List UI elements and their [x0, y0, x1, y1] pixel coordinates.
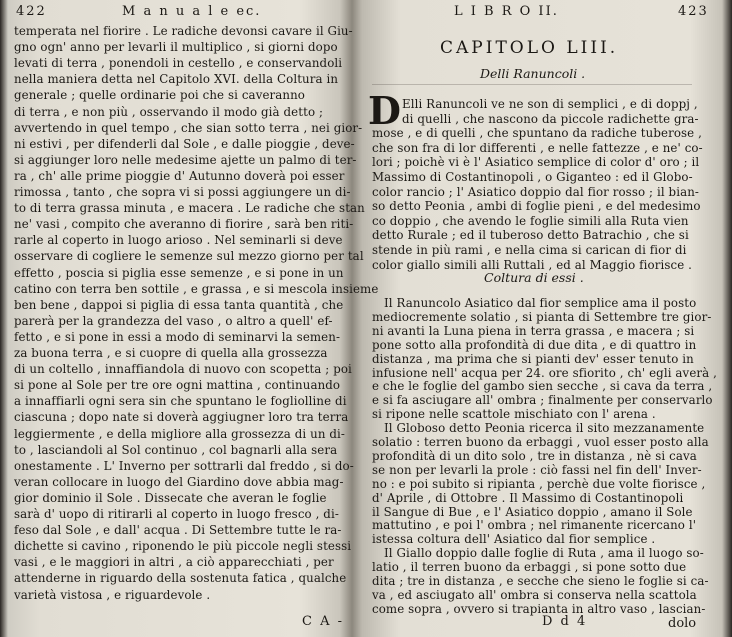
- left-page: [10, 0, 379, 637]
- right-page-number: 423: [678, 4, 709, 19]
- text-line: stende in più rami , e nella cima si carican di fior di: [372, 243, 687, 257]
- text-line: vasi , e le maggiori in altri , a ciò apparecchiati , per: [14, 555, 334, 570]
- left-page-number: 422: [16, 4, 47, 19]
- section-title: Delli Ranuncoli .: [480, 66, 586, 81]
- text-line: si ripone nelle scattole mischiato con l' arena .: [372, 407, 656, 422]
- text-line: detto Rurale ; ed il tuberoso detto Batrachio , che si: [372, 228, 689, 243]
- text-line: ne' vasi , compito che averanno di fiorire , sarà ben riti-: [14, 217, 354, 232]
- text-line: Elli Ranuncoli ve ne son di semplici , e di doppj ,: [402, 97, 698, 111]
- text-line: ciascuna ; dopo nate si doverà aggiugner loro tra terra: [14, 410, 349, 425]
- text-line: nella maniera detta nel Capitolo XVI. della Coltura in: [14, 72, 339, 87]
- text-line: come sopra , ovvero si trapianta in altro vaso , lascian-: [372, 601, 706, 616]
- text-line: varietà vistosa , e riguardevole .: [14, 587, 211, 602]
- text-line: si pone al Sole per tre ore ogni mattina , continuando: [14, 378, 341, 393]
- text-line: Il Globoso detto Peonia ricerca il sito mezzanamente: [384, 421, 705, 436]
- text-line: e si fa asciugare all' ombra ; finalmente per conservarlo: [372, 393, 713, 408]
- right-running-head: L I B R O II.: [454, 4, 559, 19]
- text-line: color giallo simili alli Ruttali , ed al Maggio fiorisce .: [372, 257, 692, 272]
- text-line: veran collocare in luogo del Giardino dove abbia mag-: [14, 474, 344, 489]
- text-line: mose , e di quelli , che spuntano da radiche tuberose ,: [372, 126, 702, 141]
- text-line: distanza , ma prima che si pianti dev' esser tenuto in: [372, 351, 694, 366]
- text-line: generale ; quelle ordinarie poi che si caveranno: [14, 88, 306, 103]
- left-running-head: M a n u a l e ec.: [122, 4, 262, 19]
- text-line: sarà d' uopo di ritirarli al coperto in luogo fresco , di-: [14, 507, 339, 521]
- text-line: di quelli , che nascono da piccole radichette gra-: [402, 111, 699, 126]
- text-line: gior dominio il Sole . Dissecate che averan le foglie: [14, 490, 327, 505]
- text-line: rimossa , tanto , che sopra vi si possi aggiungere un di-: [14, 185, 351, 199]
- text-line: di un coltello , innaffiandola di nuovo con scopetta ; poi: [14, 362, 352, 377]
- text-line: to , lasciandoli al Sol continuo , col bagnarli alla sera: [14, 442, 338, 457]
- text-line: za buona terra , e si cuopre di quella alla grossezza: [14, 346, 328, 360]
- divider: [372, 84, 692, 85]
- text-line: lori ; poichè vi è l' Asiatico semplice di color d' oro ; il: [372, 155, 700, 170]
- text-line: rarle al coperto in luogo arioso . Nel seminarli si deve: [14, 233, 343, 248]
- text-line: Massimo di Costantinopoli , o Giganteo : ed il Globo-: [372, 170, 693, 184]
- text-line: istessa coltura dell' Asiatico dal fior semplice .: [372, 532, 656, 547]
- text-line: so detto Peonia , ambi di foglie pieni , e del medesimo: [372, 199, 701, 214]
- text-line: ni avanti la Luna piena in terra grassa , e macera ; si: [372, 323, 695, 338]
- text-line: solatio : terren buono da erbaggi , vuol esser posto alla: [372, 435, 709, 449]
- text-line: attenderne in riguardo della sostenuta fatica , qualche: [14, 571, 347, 586]
- text-line: latio , il terren buono da erbaggi , si pone sotto due: [372, 560, 687, 575]
- text-line: d' Aprile , di Ottobre . Il Massimo di Costantinopoli: [372, 490, 684, 505]
- text-line: temperata nel fiorire . Le radiche devonsi cavare il Giu-: [14, 24, 353, 38]
- text-line: che son fra di lor differenti , e nelle fattezze , e ne' co-: [372, 140, 703, 155]
- text-line: se non per levarli la prole : ciò fassi nel fin dell' Inver-: [372, 462, 702, 477]
- text-line: gno ogn' anno per levarli il multiplico , si giorni dopo: [14, 40, 338, 55]
- text-line: ni estivi , per difenderli dal Sole , e dalle pioggie , deve-: [14, 136, 355, 151]
- text-line: si aggiunger loro nelle medesime ajette un palmo di ter-: [14, 152, 357, 167]
- left-catchword: C A -: [302, 614, 344, 629]
- text-line: no : e poi subito si ripianta , perchè due volte fiorisce ,: [372, 476, 706, 491]
- text-line: osservare di cogliere le semenze sul mezzo giorno per tal: [14, 249, 364, 264]
- text-line: fetto , e si pone in essi a modo di seminarvi la semen-: [14, 329, 341, 344]
- text-line: dita ; tre in distanza , e secche che sieno le foglie si ca-: [372, 574, 709, 588]
- text-line: di terra , e non più , osservando il modo già detto ;: [14, 104, 324, 119]
- drop-cap: D: [368, 88, 401, 133]
- text-line: effetto , poscia si piglia esse semenze , e si pone in un: [14, 265, 344, 280]
- text-line: Il Ranuncolo Asiatico dal fior semplice ama il posto: [384, 296, 697, 310]
- text-line: parerà per la grandezza del vaso , o altro a quell' ef-: [14, 313, 333, 328]
- chapter-title: CAPITOLO LIII.: [440, 38, 619, 58]
- text-line: color rancio ; l' Asiatico doppio dal fior rosso ; il bian-: [372, 184, 700, 199]
- text-line: pone sotto alla profondità di due dita , e di quattro in: [372, 337, 697, 352]
- text-line: ben bene , dappoi si piglia di essa tanta quantità , che: [14, 297, 344, 312]
- text-line: onestamente . L' Inverno per sottrarli dal freddo , si do-: [14, 458, 354, 473]
- text-line: feso dal Sole , e dall' acqua . Di Settembre tutte le ra-: [14, 523, 342, 538]
- right-catchword: dolo: [668, 616, 697, 631]
- text-line: e che le foglie del gambo sien secche , si cava da terra ,: [372, 379, 713, 394]
- right-page: [362, 0, 722, 637]
- text-line: mediocremente solatio , si pianta di Settembre tre gior-: [372, 309, 712, 324]
- text-line: co doppio , che avendo le foglie simili alla Ruta vien: [372, 213, 689, 228]
- text-line: infusione nell' acqua per 24. ore sfiorito , ch' egli averà ,: [372, 365, 717, 380]
- text-line: catino con terra ben sottile , e grassa , e si mescola insieme: [14, 281, 379, 296]
- text-line: avvertendo in quel tempo , che sian sotto terra , nei gior-: [14, 120, 363, 135]
- signature-mark: D d 4: [542, 614, 588, 629]
- text-line: ra , ch' alle prime pioggie d' Autunno doverà poi esser: [14, 168, 345, 183]
- text-line: mattutino , e poi l' ombra ; nel rimanente ricercano l': [372, 518, 697, 533]
- text-line: leggiermente , e della migliore alla grossezza di un di-: [14, 426, 345, 441]
- text-line: levati di terra , ponendoli in cestello , e conservandoli: [14, 56, 343, 71]
- subheading: Coltura di essi .: [484, 270, 584, 285]
- text-line: a innaffiarli ogni sera sin che spuntano le fogliolline di: [14, 394, 347, 409]
- text-line: Il Giallo doppio dalle foglie di Ruta , ama il luogo so-: [384, 546, 704, 561]
- text-line: il Sangue di Bue , e l' Asiatico doppio , amano il Sole: [372, 504, 693, 519]
- text-line: dichette si cavino , riponendo le più piccole negli stessi: [14, 539, 352, 554]
- text-line: profondità di un dito solo , tre in distanza , nè si cava: [372, 448, 697, 463]
- text-line: va , ed asciugato all' ombra si conserva nella scattola: [372, 587, 697, 602]
- text-line: to di terra grassa minuta , e macera . Le radiche che stan: [14, 201, 365, 216]
